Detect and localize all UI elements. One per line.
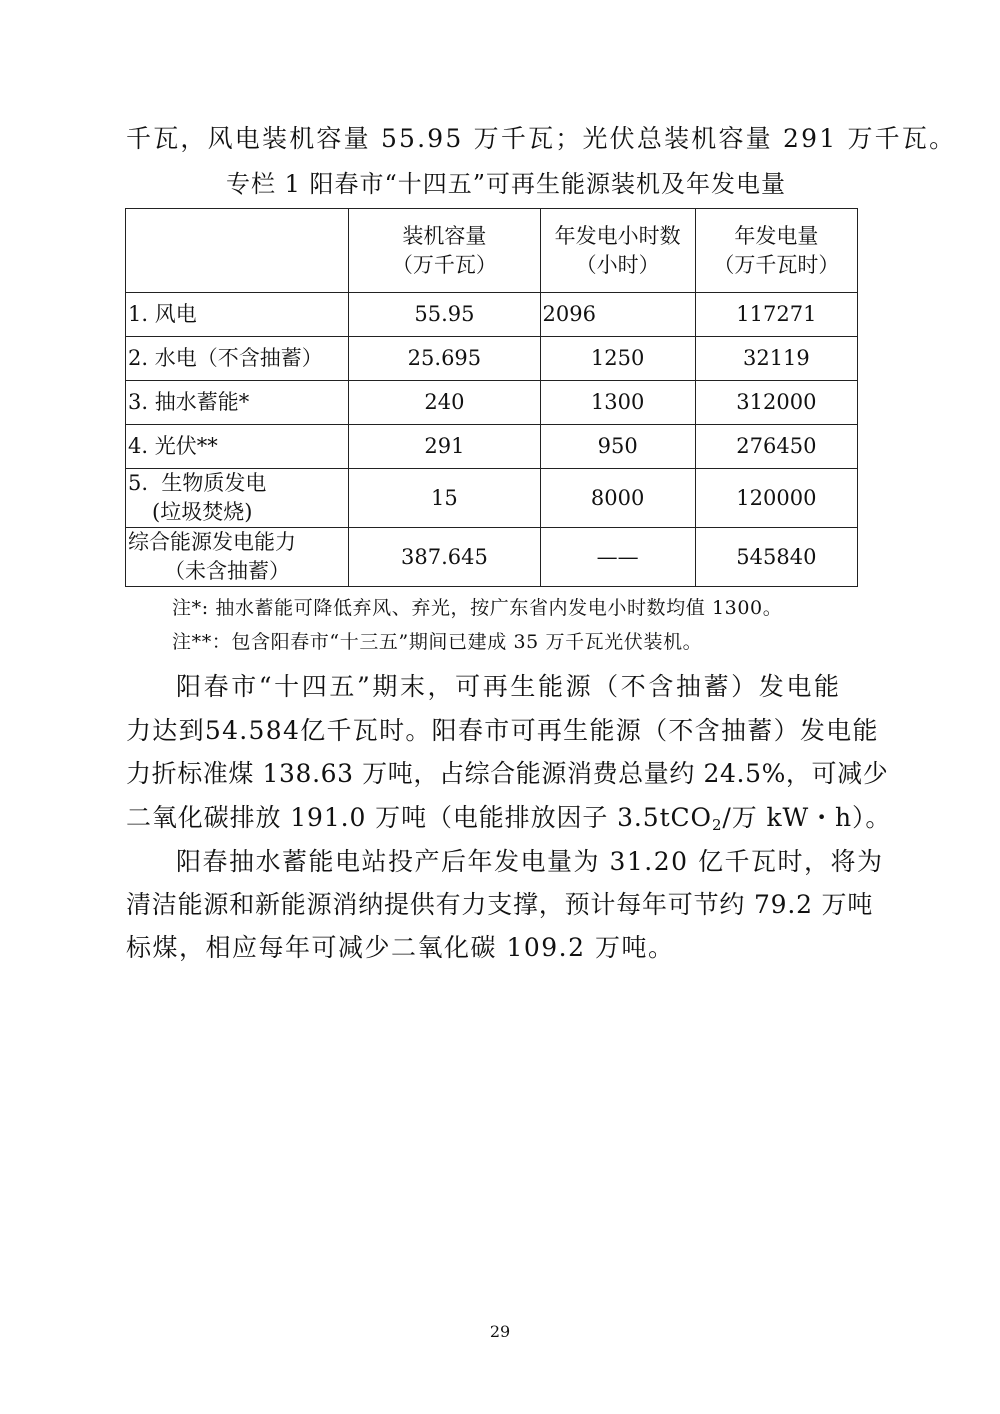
paragraph1-line2: 力达到54.584亿千瓦时。阳春市可再生能源（不含抽蓄）发电能: [126, 716, 879, 745]
co2-subscript: 2: [711, 816, 723, 834]
row-name: 3. 抽水蓄能*: [126, 381, 349, 425]
header-capacity-line2: （万千瓦）: [391, 252, 497, 277]
row-hours: ——: [540, 528, 695, 587]
header-cell-blank: [126, 209, 349, 293]
header-capacity-line1: 装机容量: [402, 223, 487, 248]
row-hours: 1300: [540, 381, 695, 425]
row-name-sub: (垃圾焚烧): [152, 500, 253, 524]
table-row-wind: [126, 293, 858, 337]
row-output: 120000: [695, 469, 857, 528]
table-note-1: 注*: 抽水蓄能可降低弃风、弃光，按广东省内发电小时数均值 1300。: [172, 597, 783, 619]
row-name-cell: [126, 528, 349, 587]
paragraph1-line3: 力折标准煤 138.63 万吨，占综合能源消费总量约 24.5%，可减少: [126, 759, 889, 788]
row-name: 5. 生物质发电: [128, 471, 267, 495]
table-row-biomass: [126, 469, 858, 528]
table-row-solar: [126, 425, 858, 469]
row-name-sub: （未含抽蓄）: [164, 559, 290, 583]
row-output: 117271: [695, 293, 857, 337]
paragraph1-line4-after: /万 kW・h）。: [722, 803, 892, 832]
row-capacity: 25.695: [349, 337, 540, 381]
header-hours-line1: 年发电小时数: [554, 223, 681, 248]
table-row-pumped-storage: [126, 381, 858, 425]
header-output-line1: 年发电量: [734, 223, 819, 248]
paragraph2-line1: 阳春抽水蓄能电站投产后年发电量为 31.20 亿千瓦时，将为: [176, 847, 884, 876]
row-name: 综合能源发电能力: [128, 530, 296, 554]
header-cell-output: [695, 209, 857, 293]
row-hours: 1250: [540, 337, 695, 381]
paragraph1-line4-before: 二氧化碳排放 191.0 万吨（电能排放因子 3.5tCO: [126, 803, 712, 832]
table-row-total: [126, 528, 858, 587]
paragraph1-line4: [126, 801, 891, 835]
row-hours: 2096: [540, 293, 695, 337]
row-name: 1. 风电: [126, 293, 349, 337]
row-hours: 8000: [540, 469, 695, 528]
header-cell-hours: [540, 209, 695, 293]
page-number: 29: [489, 1322, 511, 1341]
table-note-2: 注**：包含阳春市“十三五”期间已建成 35 万千瓦光伏装机。: [172, 631, 703, 653]
row-capacity: 387.645: [349, 528, 540, 587]
table-row-hydro: [126, 337, 858, 381]
row-output: 276450: [695, 425, 857, 469]
row-name-cell: [126, 469, 349, 528]
row-name: 2. 水电（不含抽蓄）: [126, 337, 349, 381]
table-title: 专栏 1 阳春市“十四五”可再生能源装机及年发电量: [225, 170, 787, 198]
intro-line: 千瓦，风电装机容量 55.95 万千瓦；光伏总装机容量 291 万千瓦。: [126, 124, 957, 153]
row-capacity: 240: [349, 381, 540, 425]
header-cell-capacity: [349, 209, 540, 293]
paragraph1-line1: 阳春市“十四五”期末，可再生能源（不含抽蓄）发电能: [176, 672, 842, 701]
row-capacity: 55.95: [349, 293, 540, 337]
row-output: 545840: [695, 528, 857, 587]
row-output: 32119: [695, 337, 857, 381]
energy-table: [125, 208, 858, 587]
paragraph2-line3: 标煤，相应每年可减少二氧化碳 109.2 万吨。: [126, 933, 675, 962]
row-name: 4. 光伏**: [126, 425, 349, 469]
table-header-row: [126, 209, 858, 293]
header-hours-line2: （小时）: [575, 252, 660, 277]
row-capacity: 291: [349, 425, 540, 469]
paragraph2-line2: 清洁能源和新能源消纳提供有力支撑，预计每年可节约 79.2 万吨: [126, 890, 874, 919]
header-output-line2: （万千瓦时）: [713, 252, 840, 277]
row-output: 312000: [695, 381, 857, 425]
row-capacity: 15: [349, 469, 540, 528]
row-hours: 950: [540, 425, 695, 469]
